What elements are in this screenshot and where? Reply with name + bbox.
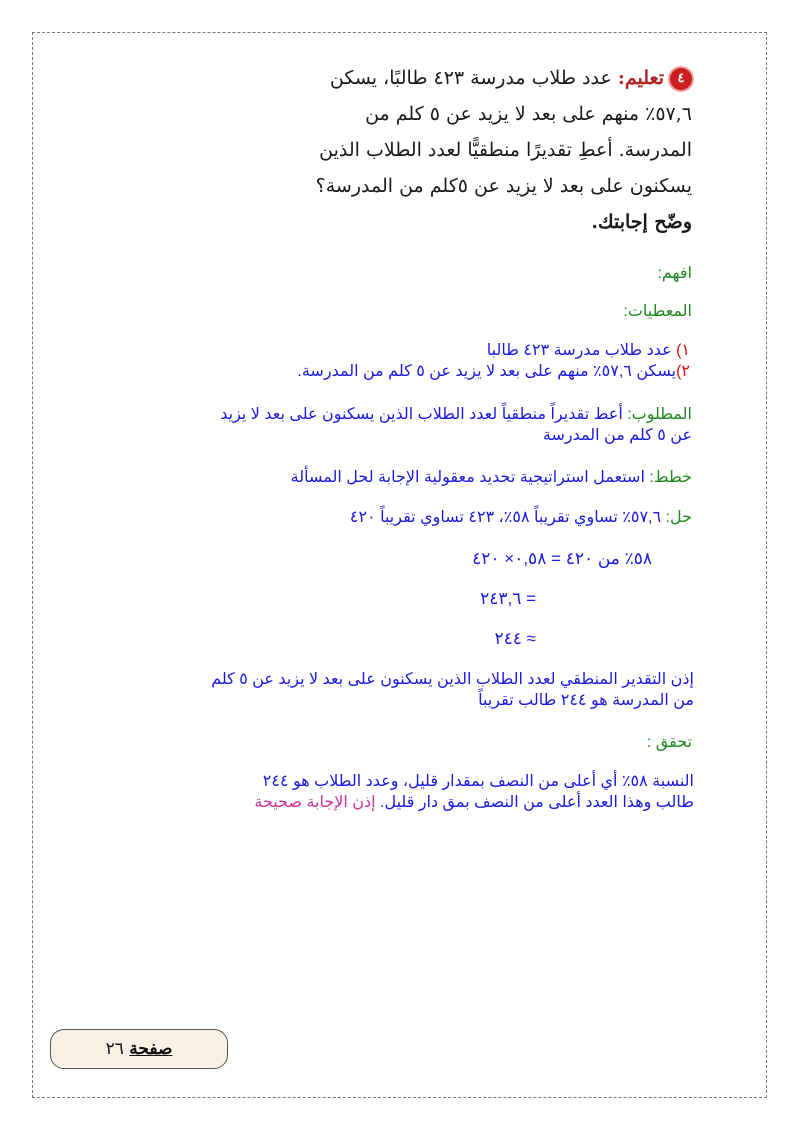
check-line-1: النسبة ٥٨٪ أي أعلى من النصف بمقدار قليل، وعدد الطلاب هو ٢٤٤ (262, 773, 694, 790)
given-1-text: عدد طلاب مدرسة ٤٢٣ طالبا (486, 342, 677, 359)
problem-line-5: وضّح إجابتك. (591, 211, 692, 233)
given-1 (110, 340, 690, 361)
required-line-2: عن ٥ كلم من المدرسة (542, 427, 692, 444)
solve-line (112, 507, 692, 528)
problem-statement (232, 60, 692, 240)
problem-line-1-text: عدد طلاب مدرسة ٤٢٣ طالبًا، يسكن (329, 67, 618, 89)
equation-1: ٥٨٪ من ٤٢٠ = ٠,٥٨× ٤٢٠ (472, 549, 652, 568)
check-conclusion: إذن الإجابة صحيحة (254, 794, 381, 811)
plan-line (112, 467, 692, 488)
plan-label: خطط: (649, 469, 692, 486)
given-2-number: ٢) (676, 363, 690, 380)
problem-line-4: يسكنون على بعد لا يزيد عن ٥كلم من المدرسة؟ (315, 175, 692, 197)
problem-separator: : (617, 67, 625, 89)
conclusion-line-1: إذن التقدير المنطقي لعدد الطلاب الذين يسكنون على بعد لا يزيد عن ٥ كلم (211, 671, 694, 688)
problem-line-1 (232, 60, 692, 96)
problem-line-3: المدرسة. أعطِ تقديرًا منطقيًّا لعدد الطلاب الذين (319, 139, 692, 161)
conclusion-line-2: من المدرسة هو ٢٤٤ طالب تقريباً (478, 692, 694, 709)
page-number: ٢٦ (105, 1039, 124, 1059)
page-number-box (50, 1029, 228, 1069)
equation-3: ≈ ٢٤٤ (494, 629, 536, 648)
plan-text: استعمل استراتيجية تحديد معقولية الإجابة لحل المسألة (290, 469, 650, 486)
given-2-text: يسكن ٥٧,٦٪ منهم على بعد لا يزيد عن ٥ كلم من المدرسة. (297, 363, 677, 380)
givens-label: المعطيات: (623, 303, 692, 320)
problem-keyword: تعليم (624, 67, 664, 89)
check-line-2-text: طالب وهذا العدد أعلى من النصف بمق دار قليل. (380, 794, 694, 811)
solve-text: ٥٧,٦٪ تساوي تقريباً ٥٨٪، ٤٢٣ تساوي تقريباً ٤٢٠ (349, 509, 666, 526)
check-label: تحقق : (646, 734, 692, 751)
given-1-number: ١) (676, 342, 690, 359)
required-label: المطلوب: (627, 406, 692, 423)
equation-2: = ٢٤٣,٦ (480, 589, 536, 608)
problem-number-badge: ٤ (670, 68, 692, 90)
understand-label: افهم: (657, 265, 692, 282)
check-line-2 (114, 792, 694, 813)
required-line-1 (112, 404, 692, 425)
solve-label: حل: (665, 509, 692, 526)
problem-line-2: ٥٧,٦٪ منهم على بعد لا يزيد عن ٥ كلم من (365, 103, 692, 125)
given-2 (110, 361, 690, 382)
required-text-1: أعط تقديراً منطقياً لعدد الطلاب الذين يسكنون على بعد لا يزيد (220, 406, 628, 423)
page-word: صفحة (129, 1039, 173, 1059)
